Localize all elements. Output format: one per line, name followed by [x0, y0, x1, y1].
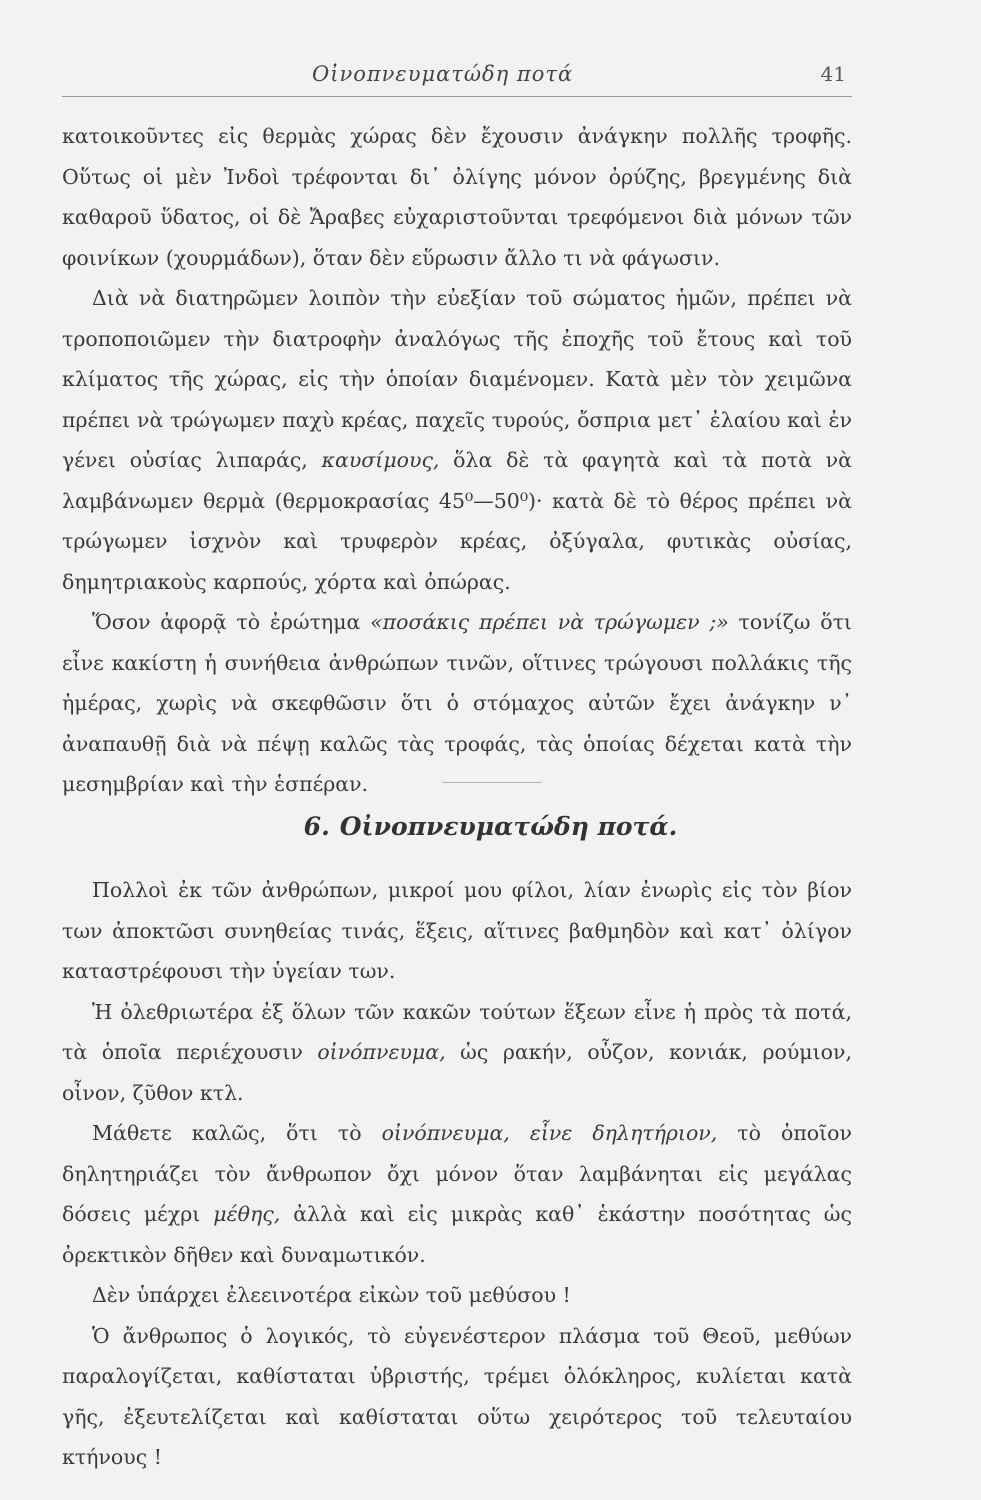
- section-paragraph-1: Πολλοὶ ἐκ τῶν ἀνθρώπων, μικροί μου φίλοι, λίαν ἐνωρὶς εἰς τὸν βίον των ἀποκτῶσι συνηθείας τινάς, ἕξεις, αἵτινες βαθμηδὸν καὶ κατ᾿ ὀλίγον καταστρέφουσι τὴν ὑγείαν των.: [62, 878, 852, 983]
- section-title: Οἰνοπνευματώδη ποτά.: [339, 812, 678, 841]
- emphasis-oinopnevma: οἰνόπνευμα,: [317, 1040, 446, 1064]
- paragraph-3: [62, 602, 852, 805]
- section-paragraph-3-part-a: Μάθετε καλῶς, ὅτι τὸ: [92, 1121, 362, 1145]
- page-header: [62, 60, 852, 97]
- emphasis-methis: μέθης,: [213, 1202, 281, 1226]
- paragraph-3-part-b: τονίζω ὅτι εἶνε κακίστη ἡ συνήθεια ἀνθρώπων τινῶν, οἵτινες τρώγουσι πολλάκις τῆς ἡμέρας, χωρὶς νὰ σκεφθῶσιν ὅτι ὁ στόμαχος αὐτῶν ἔχει ἀνάγκην ν᾿ ἀναπαυθῇ διὰ νὰ πέψῃ καλῶς τὰς τροφάς, τὰς ὁποίας δέχεται κατὰ τὴν μεσημβρίαν καὶ τὴν ἑσπέραν.: [62, 610, 852, 796]
- section-paragraph-4: Δὲν ὑπάρχει ἐλεεινοτέρα εἰκὼν τοῦ μεθύσου !: [92, 1283, 571, 1307]
- emphasis-question: «ποσάκις πρέπει νὰ τρώγωμεν ;»: [370, 610, 729, 634]
- section-paragraph-2-part-b: ὡς ρακήν, οὖζον, κονιάκ, ρούμιον, οἶνον, ζῦθον κτλ.: [62, 1040, 852, 1105]
- section-paragraph-2: [62, 992, 852, 1114]
- body-text: [62, 116, 852, 805]
- paragraph-2: [62, 278, 852, 602]
- emphasis-poison: οἰνόπνευμα, εἶνε δηλητήριον,: [381, 1121, 718, 1145]
- section-paragraph-3-part-b: τὸ ὁποῖον δηλητηριάζει τὸν ἄνθρωπον ὄχι μόνον ὅταν λαμβάνηται εἰς μεγάλας δόσεις μέχρι: [62, 1121, 852, 1226]
- section-paragraph-3: [62, 1113, 852, 1275]
- page-number: 41: [820, 62, 846, 86]
- section-divider: [442, 782, 542, 783]
- running-title: Οἰνοπνευματώδη ποτά: [312, 62, 574, 86]
- section-text: [62, 870, 852, 1478]
- section-paragraph-5: Ὁ ἄνθρωπος ὁ λογικός, τὸ εὐγενέστερον πλάσμα τοῦ Θεοῦ, μεθύων παραλογίζεται, καθίσταται ὑβριστής, τρέμει ὁλόκληρος, κυλίεται κατὰ γῆς, ἐξευτελίζεται καὶ καθίσταται οὕτω χειρότερος τοῦ τελευταίου κτήνους !: [62, 1323, 852, 1469]
- paragraph-1: κατοικοῦντες εἰς θερμὰς χώρας δὲν ἔχουσιν ἀνάγκην πολλῆς τροφῆς. Οὕτως οἱ μὲν Ἰνδοὶ τρέφονται δι᾿ ὀλίγης μόνον ὀρύζης, βρεγμένης διὰ καθαροῦ ὕδατος, οἱ δὲ Ἄραβες εὐχαριστοῦνται τρεφόμενοι διὰ μόνων τῶν φοινίκων (χουρμάδων), ὅταν δὲν εὕρωσιν ἄλλο τι νὰ φάγωσιν.: [62, 124, 852, 270]
- emphasis-kausimous: καυσίμους,: [321, 448, 440, 472]
- section-paragraph-3-part-c: ἀλλὰ καὶ εἰς μικρὰς καθ᾿ ἑκάστην ποσότητας ὡς ὀρεκτικὸν δῆθεν καὶ δυναμωτικόν.: [62, 1202, 852, 1267]
- section-paragraph-2-part-a: Ἡ ὀλεθριωτέρα ἐξ ὅλων τῶν κακῶν τούτων ἕξεων εἶνε ἡ πρὸς τὰ ποτά, τὰ ὁποῖα περιέχουσιν: [62, 999, 852, 1064]
- section-number: 6.: [303, 812, 330, 841]
- paragraph-3-part-a: Ὅσον ἀφορᾷ τὸ ἐρώτημα: [92, 610, 361, 634]
- section-heading: [0, 812, 981, 841]
- paragraph-2-part-b: ὅλα δὲ τὰ φαγητὰ καὶ τὰ ποτὰ νὰ λαμβάνωμεν θερμὰ (θερμοκρασίας 45⁰—50⁰)· κατὰ δὲ τὸ θέρος πρέπει νὰ τρώγωμεν ἰσχνὸν καὶ τρυφερὸν κρέας, ὀξύγαλα, φυτικὰς οὐσίας, δημητριακοὺς καρπούς, χόρτα καὶ ὀπώρας.: [62, 448, 852, 594]
- paragraph-2-part-a: Διὰ νὰ διατηρῶμεν λοιπὸν τὴν εὐεξίαν τοῦ σώματος ἡμῶν, πρέπει νὰ τροποποιῶμεν τὴν διατροφὴν ἀναλόγως τῆς ἐποχῆς τοῦ ἔτους καὶ τοῦ κλίματος τῆς χώρας, εἰς τὴν ὁποίαν διαμένομεν. Κατὰ μὲν τὸν χειμῶνα πρέπει νὰ τρώγωμεν παχὺ κρέας, παχεῖς τυρούς, ὄσπρια μετ᾿ ἐλαίου καὶ ἐν γένει οὐσίας λιπαράς,: [62, 286, 852, 472]
